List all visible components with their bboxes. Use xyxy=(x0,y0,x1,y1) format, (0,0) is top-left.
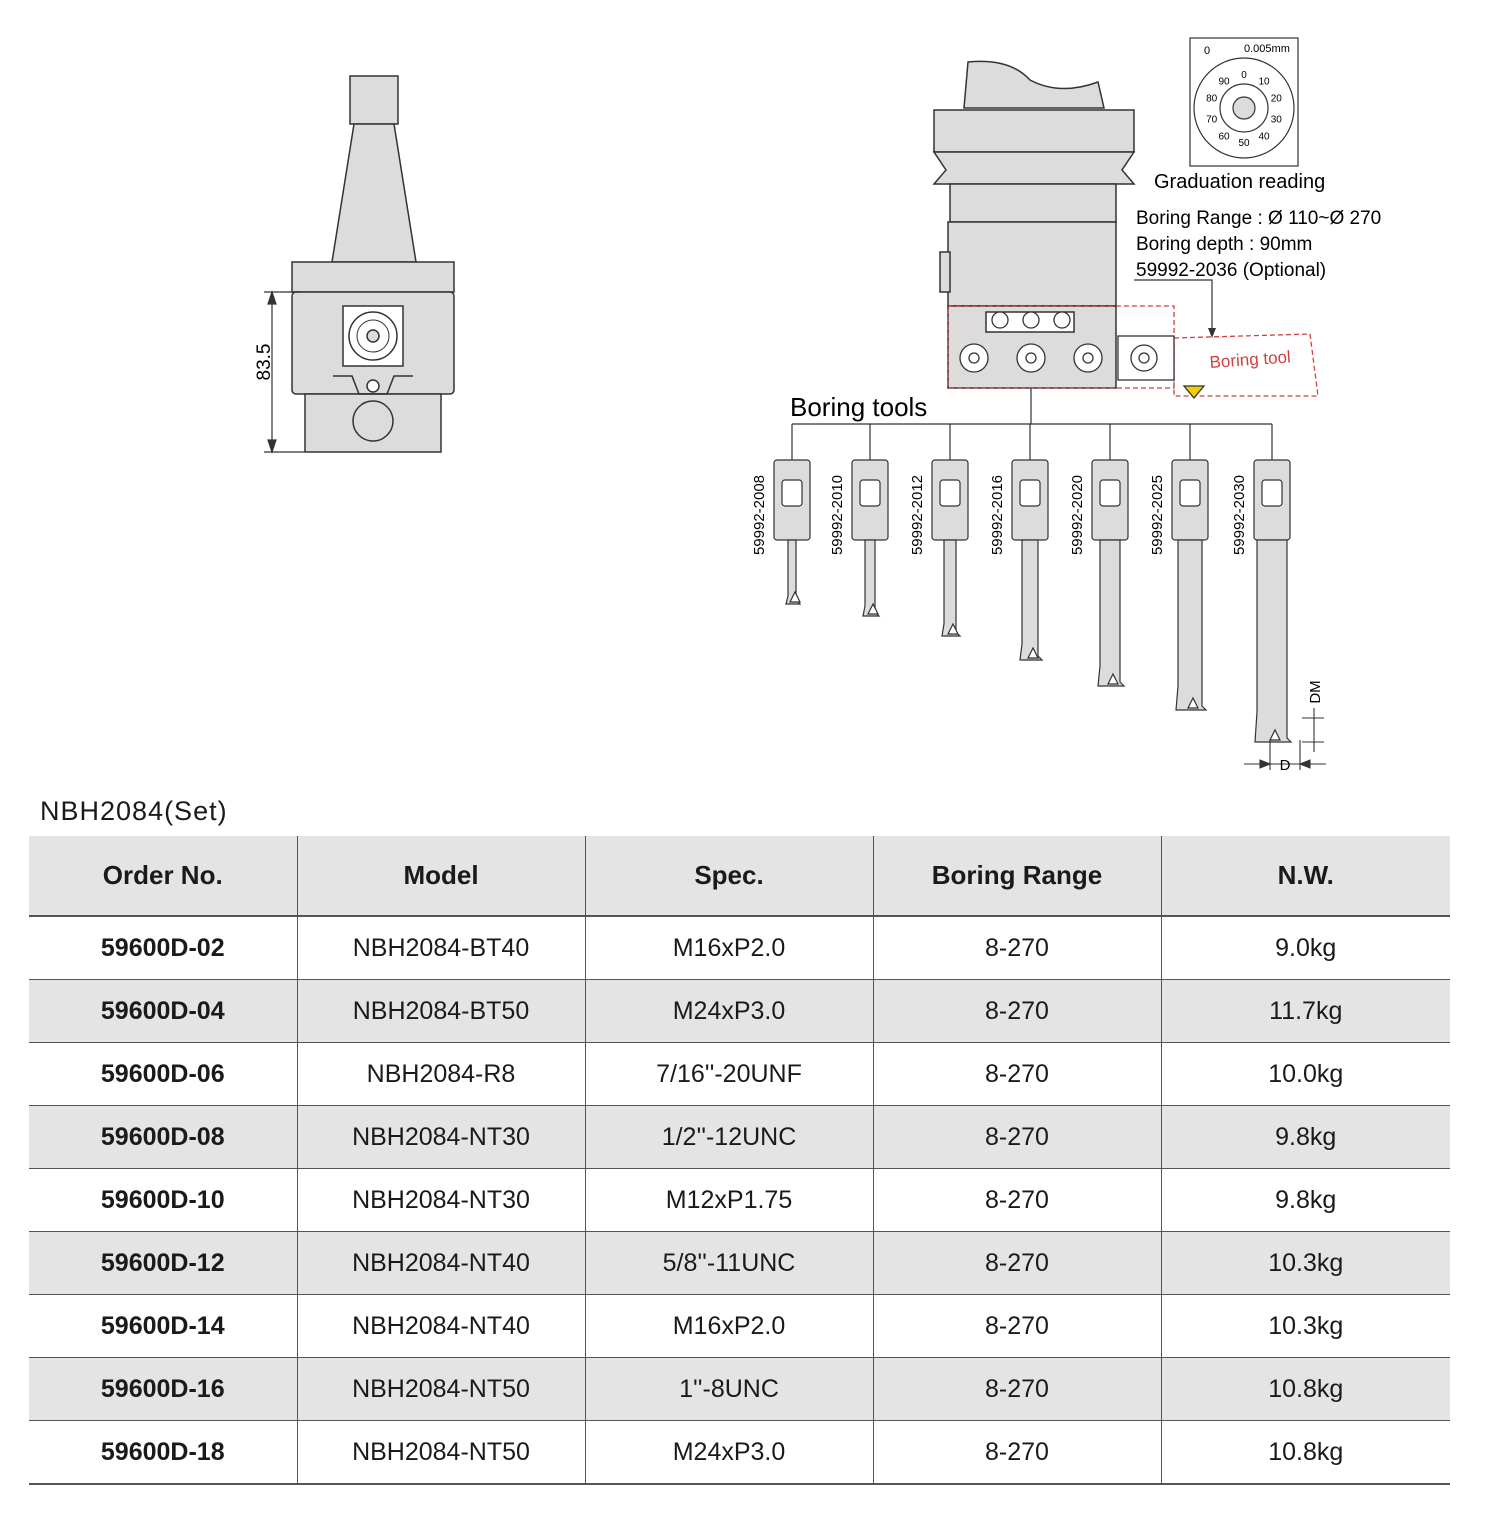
boring-tool-59992-2020 xyxy=(1092,460,1128,686)
column-header: Boring Range xyxy=(873,836,1161,916)
table-cell: NBH2084-NT30 xyxy=(297,1169,585,1232)
table-cell: 59600D-12 xyxy=(29,1232,297,1295)
table-row xyxy=(29,916,1450,980)
table-row xyxy=(29,1421,1450,1485)
table-cell: 8-270 xyxy=(873,1232,1161,1295)
table-cell: NBH2084-NT40 xyxy=(297,1295,585,1358)
table-cell: 9.8kg xyxy=(1161,1169,1450,1232)
dial-number: 90 xyxy=(1218,76,1230,88)
table-cell: M12xP1.75 xyxy=(585,1169,873,1232)
table-cell: 8-270 xyxy=(873,916,1161,980)
table-cell: 7/16''-20UNF xyxy=(585,1043,873,1106)
table-cell: 59600D-08 xyxy=(29,1106,297,1169)
table-cell: 1''-8UNC xyxy=(585,1358,873,1421)
table-cell: 11.7kg xyxy=(1161,980,1450,1043)
table-cell: 59600D-16 xyxy=(29,1358,297,1421)
table-row xyxy=(29,1106,1450,1169)
dial-number: 60 xyxy=(1218,131,1230,143)
table-cell: NBH2084-BT40 xyxy=(297,916,585,980)
table-cell: NBH2084-R8 xyxy=(297,1043,585,1106)
dial-step-label: 0.005mm xyxy=(1244,43,1290,55)
boring-tool-59992-2010 xyxy=(852,460,888,616)
boring-tool-59992-2030 xyxy=(1254,460,1291,742)
dial-number: 10 xyxy=(1258,76,1270,88)
table-cell: 1/2''-12UNC xyxy=(585,1106,873,1169)
optional-part-callout: 59992-2036 (Optional) xyxy=(1136,260,1327,281)
boring-tool-59992-2012 xyxy=(932,460,968,636)
table-cell: M16xP2.0 xyxy=(585,916,873,980)
table-cell: 8-270 xyxy=(873,1169,1161,1232)
table-cell: 10.8kg xyxy=(1161,1421,1450,1485)
table-row xyxy=(29,1358,1450,1421)
table-cell: 9.8kg xyxy=(1161,1106,1450,1169)
table-cell: NBH2084-NT30 xyxy=(297,1106,585,1169)
tool-code-label: 59992-2020 xyxy=(1069,474,1086,556)
dial-number: 30 xyxy=(1270,114,1282,126)
table-row xyxy=(29,1232,1450,1295)
dial-number: 50 xyxy=(1238,138,1250,149)
dial-number: 0 xyxy=(1241,70,1247,81)
tool-code-label: 59992-2010 xyxy=(829,474,846,556)
table-row xyxy=(29,980,1450,1043)
table-cell: 10.8kg xyxy=(1161,1358,1450,1421)
table-cell: M16xP2.0 xyxy=(585,1295,873,1358)
column-header: N.W. xyxy=(1161,836,1450,916)
tool-code-label: 59992-2012 xyxy=(909,474,926,556)
table-cell: 59600D-04 xyxy=(29,980,297,1043)
table-cell: 10.3kg xyxy=(1161,1295,1450,1358)
boring-range-callout: Boring Range : Ø 110~Ø 270 xyxy=(1136,208,1382,229)
dial-number: 80 xyxy=(1206,93,1218,105)
table-cell: 59600D-10 xyxy=(29,1169,297,1232)
boring-tool-59992-2025 xyxy=(1172,460,1208,710)
column-header: Model xyxy=(297,836,585,916)
table-cell: 59600D-14 xyxy=(29,1295,297,1358)
optional-holder xyxy=(1118,336,1204,398)
boring-tool-label: Boring tool xyxy=(1208,347,1292,372)
table-cell: NBH2084-NT40 xyxy=(297,1232,585,1295)
tool-code-label: 59992-2016 xyxy=(989,474,1006,556)
side-view-boring-head xyxy=(934,61,1134,388)
table-cell: 8-270 xyxy=(873,1358,1161,1421)
table-cell: 8-270 xyxy=(873,1295,1161,1358)
dm-label: DM xyxy=(1307,680,1324,704)
table-cell: 59600D-06 xyxy=(29,1043,297,1106)
table-cell: M24xP3.0 xyxy=(585,980,873,1043)
dial-number: 40 xyxy=(1258,131,1270,143)
table-header-row xyxy=(29,836,1450,916)
boring-depth-callout: Boring depth : 90mm xyxy=(1136,234,1313,255)
table-row xyxy=(29,1169,1450,1232)
table-cell: NBH2084-BT50 xyxy=(297,980,585,1043)
tool-code-label: 59992-2030 xyxy=(1231,474,1248,556)
table-cell: 8-270 xyxy=(873,1421,1161,1485)
tool-code-label: 59992-2025 xyxy=(1149,474,1166,556)
table-cell: 5/8''-11UNC xyxy=(585,1232,873,1295)
boring-tools-label: Boring tools xyxy=(790,392,928,422)
tool-code-label: 59992-2008 xyxy=(751,474,768,556)
dial-number: 20 xyxy=(1270,93,1282,105)
dial-number: 70 xyxy=(1206,114,1218,126)
table-cell: 10.0kg xyxy=(1161,1043,1450,1106)
set-title: NBH2084(Set) xyxy=(40,796,228,826)
boring-tools-set xyxy=(751,460,1291,742)
boring-tool-59992-2008 xyxy=(774,460,810,604)
column-header: Spec. xyxy=(585,836,873,916)
dimension-label: 83.5 xyxy=(254,343,275,381)
column-header: Order No. xyxy=(29,836,297,916)
table-body xyxy=(29,916,1450,1484)
table-cell: 9.0kg xyxy=(1161,916,1450,980)
table-cell: 10.3kg xyxy=(1161,1232,1450,1295)
leader-line xyxy=(1134,280,1212,334)
spec-table xyxy=(29,836,1450,1485)
table-row xyxy=(29,1043,1450,1106)
table-cell: NBH2084-NT50 xyxy=(297,1421,585,1485)
table-cell: 59600D-18 xyxy=(29,1421,297,1485)
graduation-reading: Graduation reading xyxy=(1154,171,1326,193)
table-cell: NBH2084-NT50 xyxy=(297,1358,585,1421)
table-cell: 8-270 xyxy=(873,1106,1161,1169)
table-cell: 8-270 xyxy=(873,980,1161,1043)
table-cell: 59600D-02 xyxy=(29,916,297,980)
table-row xyxy=(29,1295,1450,1358)
table-cell: 8-270 xyxy=(873,1043,1161,1106)
front-view-boring-head xyxy=(292,76,454,452)
boring-tool-59992-2016 xyxy=(1012,460,1048,660)
dial-zero-label: 0 xyxy=(1204,45,1211,57)
d-label: D xyxy=(1279,757,1291,774)
table-cell: M24xP3.0 xyxy=(585,1421,873,1485)
